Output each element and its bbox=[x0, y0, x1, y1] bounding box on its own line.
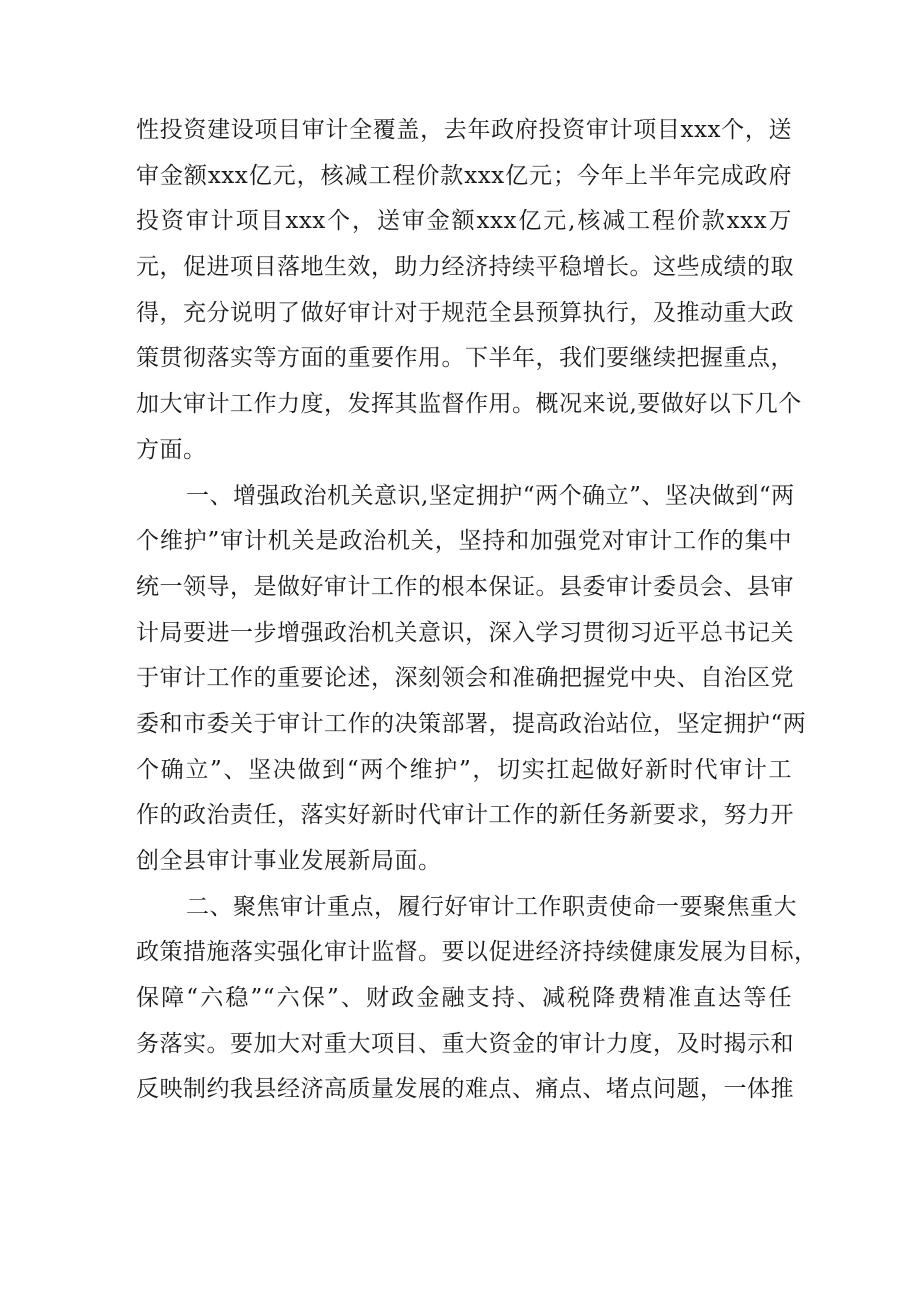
text-line: 方面。 bbox=[136, 436, 207, 463]
section-heading-line: 一、增强政治机关意识,坚定拥护“两个确立”、坚决做到“两 bbox=[186, 482, 795, 509]
document-body bbox=[136, 108, 818, 1113]
text-line: 计局要进一步增强政治机关意识，深入学习贯彻习近平总书记关 bbox=[136, 619, 794, 646]
text-line: 于审计工作的重要论述，深刻领会和准确把握党中央、自治区党 bbox=[136, 665, 794, 692]
text-line: 务落实。要加大对重大项目、重大资金的审计力度，及时揭示和 bbox=[136, 1030, 794, 1057]
text-line: 加大审计工作力度，发挥其监督作用。概况来说,要做好以下几个 bbox=[136, 391, 802, 418]
text-line: 得，充分说明了做好审计对于规范全县预算执行，及推动重大政 bbox=[136, 299, 794, 326]
text-line: 投资审计项目xxx个，送审金额xxx亿元,核减工程价款xxx万 bbox=[136, 208, 792, 235]
text-line: 审金额xxx亿元，核减工程价款xxx亿元；今年上半年完成政府 bbox=[136, 162, 792, 189]
text-line: 个确立”、坚决做到“两个维护”，切实扛起做好新时代审计工 bbox=[136, 756, 792, 783]
section-heading-line: 二、聚焦审计重点，履行好审计工作职责使命一要聚焦重大 bbox=[186, 893, 797, 920]
text-line: 统一领导，是做好审计工作的根本保证。县委审计委员会、县审 bbox=[136, 573, 794, 600]
text-line: 作的政治责任，落实好新时代审计工作的新任务新要求，努力开 bbox=[136, 802, 794, 829]
text-line: 个维护”审计机关是政治机关，坚持和加强党对审计工作的集中 bbox=[136, 528, 792, 555]
text-line: 策贯彻落实等方面的重要作用。下半年，我们要继续把握重点， bbox=[136, 345, 794, 372]
text-line: 委和市委关于审计工作的决策部署，提高政治站位，坚定拥护“两 bbox=[136, 710, 807, 737]
text-line: 创全县审计事业发展新局面。 bbox=[136, 848, 442, 874]
text-line: 政策措施落实强化审计监督。要以促进经济持续健康发展为目标， bbox=[136, 939, 818, 966]
text-line: 性投资建设项目审计全覆盖，去年政府投资审计项目xxx个，送 bbox=[136, 117, 792, 143]
text-line: 元，促进项目落地生效，助力经济持续平稳增长。这些成绩的取 bbox=[136, 254, 794, 281]
text-line: 保障“六稳”“六保”、财政金融支持、减税降费精准直达等任 bbox=[136, 985, 792, 1012]
text-line: 反映制约我县经济高质量发展的难点、痛点、堵点问题，一体推 bbox=[136, 1076, 794, 1103]
